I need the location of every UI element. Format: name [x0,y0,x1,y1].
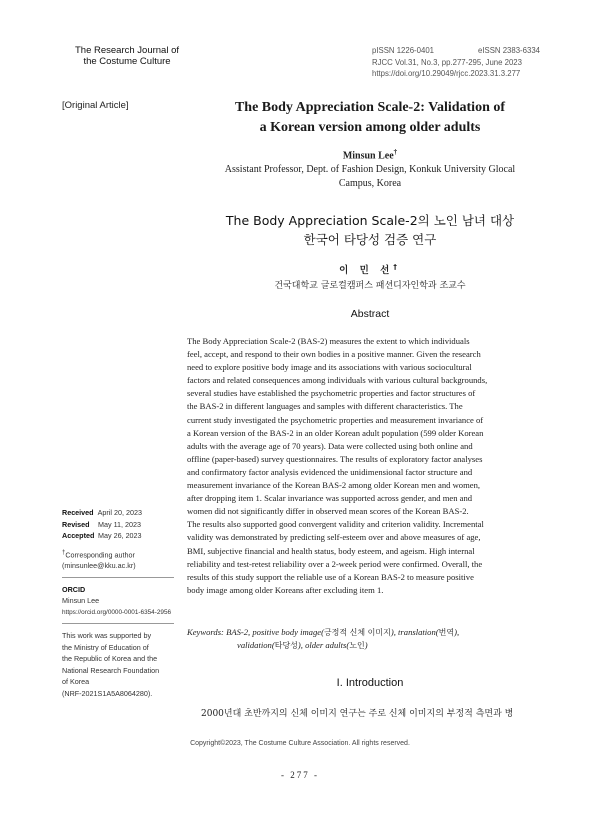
funding-line: (NRF-2021S1A5A8064280). [62,688,153,698]
abstract-body [187,335,539,597]
keyword-text: positive body image( [252,627,324,637]
abstract-line: results of this study support the reliable use of a Korean BAS-2 to measure positive [187,571,474,582]
abstract-line: and confirmatory factor analysis evidenced the unidimensional factor structure and [187,466,473,477]
received-date: April 20, 2023 [97,508,142,517]
received-row [62,507,180,519]
citation: RJCC Vol.31, No.3, pp.277-295, June 2023 [372,57,522,67]
funding-line: This work was supported by [62,631,152,641]
funding-line: the Ministry of Education of [62,642,149,652]
keyword-close: ) [364,640,368,650]
abstract-line: a Korean version of the BAS-2 in an older Korean adult population (599 older Korean [187,427,484,438]
funding-line: the Republic of Korea and the [62,654,158,664]
keywords [187,626,539,652]
abstract-line: women did not significantly differ in observed mean scores of the Korean BAS-2. [187,506,469,517]
orcid-link[interactable]: https://orcid.org/0000-0001-6354-2956 [62,608,172,616]
abstract-line: after dropping item 1. Scalar invariance was supported across gender, and men and [187,493,473,504]
pissn: pISSN 1226-0401 [372,46,434,55]
revised-label: Revised [62,519,90,529]
keyword [252,627,396,637]
abstract-line: offline (paper-based) survey questionnaires. The results of exploratory factor analyses [187,453,483,464]
keyword: BAS-2, [226,627,251,637]
journal-name-line2: the Costume Culture [83,56,171,67]
title-korean-line1: The Body Appreciation Scale-2의 노인 남녀 대상 [225,213,515,228]
corresponding-email[interactable]: (minsunlee@kku.ac.kr) [62,561,136,571]
section-heading-introduction: I. Introduction [336,677,404,689]
sidebar-divider [62,623,174,624]
article-sidebar [62,507,180,699]
affiliation-english-line2: Campus, Korea [338,178,402,189]
title-korean-line2: 한국어 타당성 검증 연구 [303,232,437,247]
abstract-line: measurement invariance of the Korean BAS-2 among older Korean men and women, [187,480,481,491]
keywords-line2 [187,639,539,652]
title-english-line1: The Body Appreciation Scale-2: Validation of [234,100,506,115]
abstract-line: BMI, subjective financial and health status, body esteem, and ageism. High internal [187,545,475,556]
keyword [398,627,459,637]
corresponding-author-label: Corresponding author [65,549,135,559]
abstract-line: reliability and test-retest reliability over a 2-week period were confirmed. Overall, the [187,558,483,569]
corresponding-author-mark: † [62,549,66,556]
abstract-line: validity was demonstrated by predicting self-esteem over and above measures of age, [187,532,481,543]
affiliation-english [190,163,550,191]
journal-name-line1: The Research Journal of [74,45,180,56]
page-number: - 277 - [281,770,319,780]
journal-identifiers [372,45,540,80]
keyword-close: ), [454,627,460,637]
keyword-close: ), [390,627,396,637]
journal-name [62,45,192,67]
keyword-close: ), [297,640,303,650]
article-type: [Original Article] [62,100,129,111]
introduction-first-line: 2000년대 초반까지의 신체 이미지 연구는 주로 신체 이미지의 부정적 측면과 병 [201,709,514,719]
copyright-notice: Copyright©2023, The Costume Culture Association. All rights reserved. [190,740,410,747]
keyword-text: translation( [398,627,439,637]
funding-line: National Research Foundation [62,665,160,675]
keyword-text: older adults( [305,640,350,650]
author-name-korean: 이 민 선 [339,265,394,276]
author-name: Minsun Lee [342,150,394,162]
author-korean [190,262,550,276]
doi-link[interactable]: https://doi.org/10.29049/rjcc.2023.31.3.277 [372,69,521,78]
abstract-line: The results also supported good convergent validity and criterion validity. Incremental [187,519,484,530]
abstract-line: feel, accept, and respond to their own bodies in a positive manner. Given the research [187,349,481,360]
abstract-heading: Abstract [350,308,390,320]
eissn: eISSN 2383-6334 [478,46,540,55]
abstract-line: adults with the average age of 70 years). Data were collected using both online and [187,440,473,451]
abstract-line: current study investigated the psychometric properties and measurement invariance of [187,414,484,425]
keyword-korean: 타당성 [274,641,298,650]
corresponding-mark-korean: † [393,262,401,271]
affiliation-korean: 건국대학교 글로컬캠퍼스 패션디자인학과 조교수 [274,281,466,291]
keyword-korean: 번역 [438,628,455,637]
title-korean [190,211,550,249]
keywords-label: Keywords: [187,627,224,637]
revised-row [62,519,180,531]
title-english-line2: a Korean version among older adults [259,120,481,135]
keyword-text: validation( [237,640,275,650]
abstract-line: several studies have established the psychometric properties and factor structures of [187,388,476,399]
abstract-line: the BAS-2 in different languages and samples with different characteristics. The [187,401,463,412]
abstract-line: need to explore positive body image and its associations with various sociocultural [187,362,472,373]
orcid-name: Minsun Lee [62,596,100,606]
revised-date: May 11, 2023 [98,519,142,529]
abstract-line: factors and related consequences among individuals with various cultural backgrounds, [187,375,488,386]
abstract-line: body image among older Koreans after excluding item 1. [187,584,384,595]
author-english [190,148,550,161]
orcid-title: ORCID [62,584,86,594]
accepted-row [62,530,180,542]
title-english [190,98,550,138]
accepted-date: May 26, 2023 [98,531,142,540]
sidebar-divider [62,577,174,578]
abstract-line: The Body Appreciation Scale-2 (BAS-2) measures the extent to which individuals [187,336,470,346]
keyword-korean: 긍정적 신체 이미지 [323,628,391,637]
received-label: Received [62,508,94,517]
corresponding-author [62,548,180,561]
affiliation-english-line1: Assistant Professor, Dept. of Fashion Design, Konkuk University Glocal [224,164,516,175]
keyword-korean: 노인 [349,641,365,650]
corresponding-mark: † [393,148,398,156]
accepted-label: Accepted [62,531,95,540]
funding-line: of Korea [62,677,90,687]
